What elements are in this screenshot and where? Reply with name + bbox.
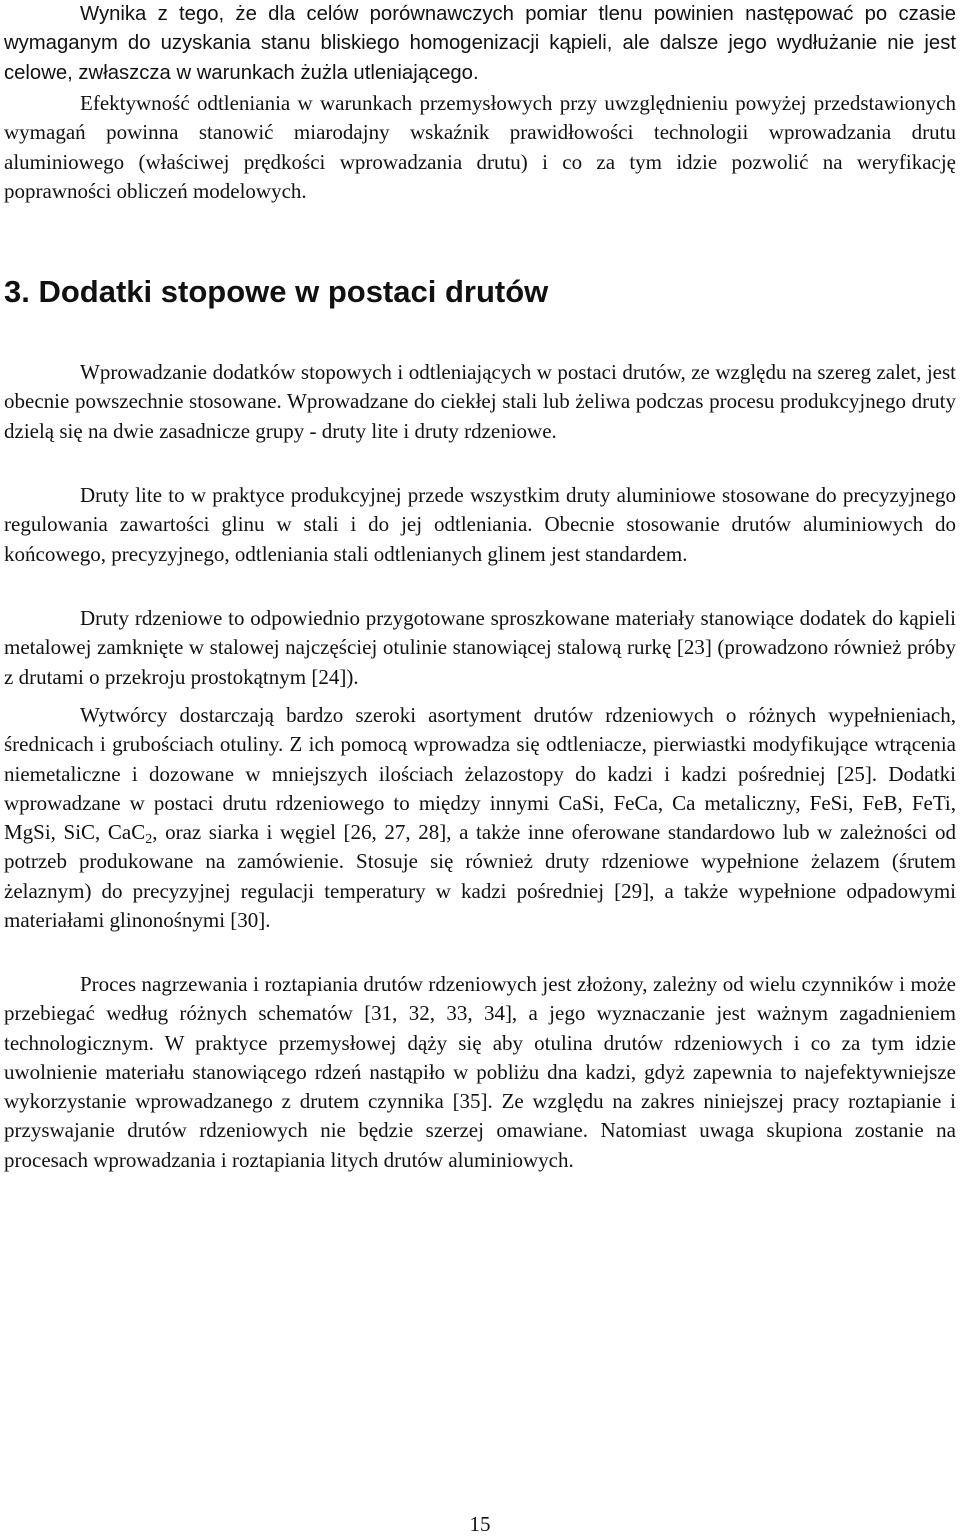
section-paragraph-4 — [4, 701, 956, 935]
paragraph-4-text-end: , oraz siarka i węgiel [26, 27, 28], a także inne oferowane standardowo lub w zależności od potrzeb produkowane na zamówienie. Stosuje się również druty rdzeniowe wypełnione żelazem (śrutem żelaznym) do precyzyjnej regulacji temperatury w kadzi pośredniej [29], a także wypełnione odpadowymi materiałami glinonośnymi [30]. — [4, 820, 956, 933]
section-paragraph-3: Druty rdzeniowe to odpowiednio przygotowane sproszkowane materiały stanowiące dodatek do kąpieli metalowej zamknięte w stalowej najczęściej otulinie stanowiącej stalową rurkę [23] (prowadzono również próby z drutami o przekroju prostokątnym [24]). — [4, 606, 956, 689]
section-heading: 3. Dodatki stopowe w postaci drutów — [4, 274, 549, 309]
section-paragraph-5: Proces nagrzewania i roztapiania drutów rdzeniowych jest złożony, zależny od wielu czynników i może przebiegać według różnych schematów [31, 32, 33, 34], a jego wyznaczanie jest ważnym zagadnieniem technologicznym. W praktyce przemysłowej dąży się aby otulina drutów rdzeniowych i co za tym idzie uwolnienie materiału stanowiącego rdzeń nastąpiło w pobliżu dna kadzi, gdyż zapewnia to najefektywniejsze wykorzystanie wprowadzanego z drutem czynnika [35]. Ze względu na zakres niniejszej pracy roztapianie i przyswajanie drutów rdzeniowych nie będzie szerzej omawiane. Natomiast uwaga skupiona zostanie na procesach wprowadzania i roztapiania litych drutów aluminiowych. — [4, 972, 956, 1172]
paragraph-4-text-start: Wytwórcy dostarczają bardzo szeroki asortyment drutów rdzeniowych o różnych wypełnieniach, średnicach i grubościach otuliny. Z ich pomocą wprowadza się odtleniacze, pierwiastki modyfikujące wtrącenia niemetaliczne i dozowane w mniejszych ilościach żelazostopy do kadzi i kadzi pośredniej [25]. Dodatki wprowadzane w postaci drutu rdzeniowego to między innymi CaSi, FeCa, Ca metaliczny, FeSi, FeB, FeTi, MgSi, SiC, CaC — [4, 703, 956, 845]
section-paragraph-1: Wprowadzanie dodatków stopowych i odtleniających w postaci drutów, ze względu na szereg zalet, jest obecnie powszechnie stosowane. Wprowadzane do ciekłej stali lub żeliwa podczas procesu produkcyjnego druty dzielą się na dwie zasadnicze grupy - druty lite i druty rdzeniowe. — [4, 360, 956, 443]
page-number: 15 — [469, 1512, 491, 1536]
calcium-carbide-subscript: 2 — [145, 832, 153, 848]
document-page — [4, 0, 956, 1537]
efficiency-paragraph: Efektywność odtleniania w warunkach przemysłowych przy uwzględnieniu powyżej przedstawionych wymagań powinna stanowić miarodajny wskaźnik prawidłowości technologii wprowadzania drutu aluminiowego (właściwej prędkości wprowadzania drutu) i co za tym idzie pozwolić na weryfikację poprawności obliczeń modelowych. — [4, 91, 956, 203]
intro-paragraph: Wynika z tego, że dla celów porównawczych pomiar tlenu powinien następować po czasie wymaganym do uzyskania stanu bliskiego homogenizacji kąpieli, ale dalsze jego wydłużanie nie jest celowe, zwłaszcza w warunkach żużla utleniającego. — [4, 3, 956, 84]
section-paragraph-2: Druty lite to w praktyce produkcyjnej przede wszystkim druty aluminiowe stosowane do precyzyjnego regulowania zawartości glinu w stali i do jej odtleniania. Obecnie stosowanie drutów aluminiowych do końcowego, precyzyjnego, odtleniania stali odtlenianych glinem jest standardem. — [4, 483, 956, 566]
